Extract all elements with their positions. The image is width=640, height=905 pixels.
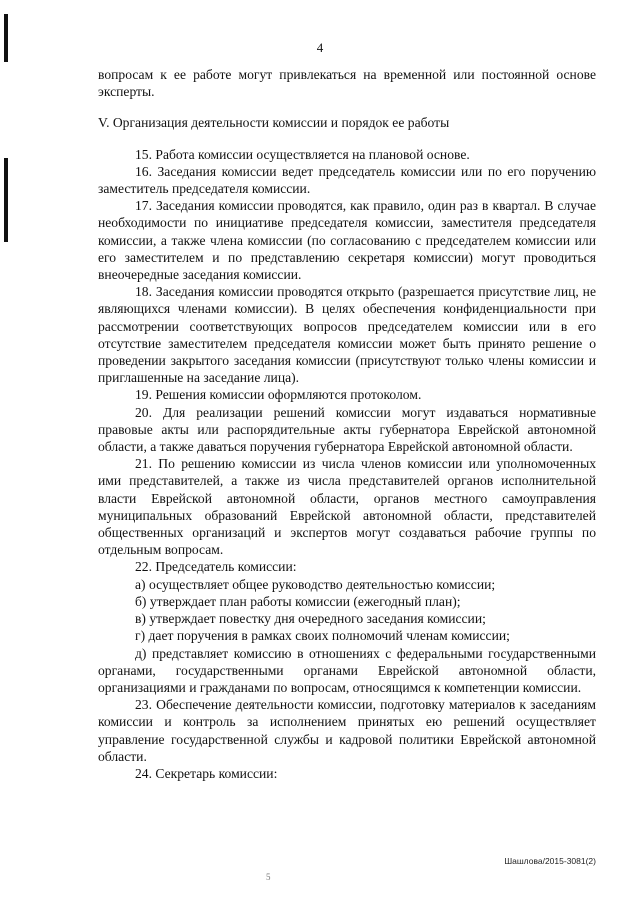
clause-22: 22. Председатель комиссии: xyxy=(135,559,297,575)
clause-16: 16. Заседания комиссии ведет председатель комиссии или по его поручению заместитель председателя комиссии. xyxy=(98,163,596,197)
clause-21: 21. По решению комиссии из числа членов комиссии или уполномоченных ими представителей, а также из числа представителей органов исполнительной власти Еврейской автономной области, органов местного самоуправления муниципальных образований Еврейской автономной области, представителей общественных организаций и экспертов могут создаваться рабочие группы по отдельным вопросам. xyxy=(98,456,596,558)
clause-22-item-b: б) утверждает план работы комиссии (ежегодный план); xyxy=(135,593,461,609)
clause-22-item-g: г) дает поручения в рамках своих полномочий членам комиссии; xyxy=(135,628,510,644)
clause-17: 17. Заседания комиссии проводятся, как правило, один раз в квартал. В случае необходимости по инициативе председателя комиссии, заместителя председателя комиссии, а также члена комиссии (по согласованию с председателем комиссии или его заместителем и по представлению секретаря комиссии) могут проводиться внеочередные заседания комиссии. xyxy=(98,198,596,283)
page-number: 4 xyxy=(316,40,324,55)
clause-20: 20. Для реализации решений комиссии могут издаваться нормативные правовые акты или распорядительные акты губернатора Еврейской автономной области, а также даваться поручения губернатора Еврейской автономной области. xyxy=(98,404,596,455)
paragraph-continuation: вопросам к ее работе могут привлекаться на временной или постоянной основе эксперты. xyxy=(98,67,596,100)
clause-22-item-a: а) осуществляет общее руководство деятельностью комиссии; xyxy=(135,576,496,592)
scan-edge-mark-middle xyxy=(4,158,8,242)
document-body xyxy=(98,66,596,782)
document-registration-code: Шашлова/2015-3081(2) xyxy=(504,856,596,866)
clause-15: 15. Работа комиссии осуществляется на плановой основе. xyxy=(135,146,470,162)
bottom-mark: 5 xyxy=(266,872,271,882)
clause-19: 19. Решения комиссии оформляются протоколом. xyxy=(135,387,422,403)
clause-22-item-v: в) утверждает повестку дня очередного заседания комиссии; xyxy=(135,611,486,627)
clause-22-item-d: д) представляет комиссию в отношениях с федеральными государственными органами, государственными органами Еврейской автономной области, организациями и гражданами по вопросам, относящимся к компетенции комиссии. xyxy=(98,645,596,695)
clause-23: 23. Обеспечение деятельности комиссии, подготовку материалов к заседаниям комиссии и контроль за исполнением принятых ею решений осуществляет управление государственной службы и кадровой политики Еврейской автономной области. xyxy=(98,697,596,764)
section-heading: V. Организация деятельности комиссии и порядок ее работы xyxy=(98,115,450,131)
clause-24: 24. Секретарь комиссии: xyxy=(135,765,278,781)
clause-18: 18. Заседания комиссии проводятся открыто (разрешается присутствие лиц, не являющихся членами комиссии). В целях обеспечения конфиденциальности при рассмотрении соответствующих вопросов председателем комиссии или в его отсутствие заместителем председателя комиссии может быть принято решение о проведении закрытого заседания комиссии (присутствуют только члены комиссии и приглашенные на заседание лица). xyxy=(98,284,596,386)
